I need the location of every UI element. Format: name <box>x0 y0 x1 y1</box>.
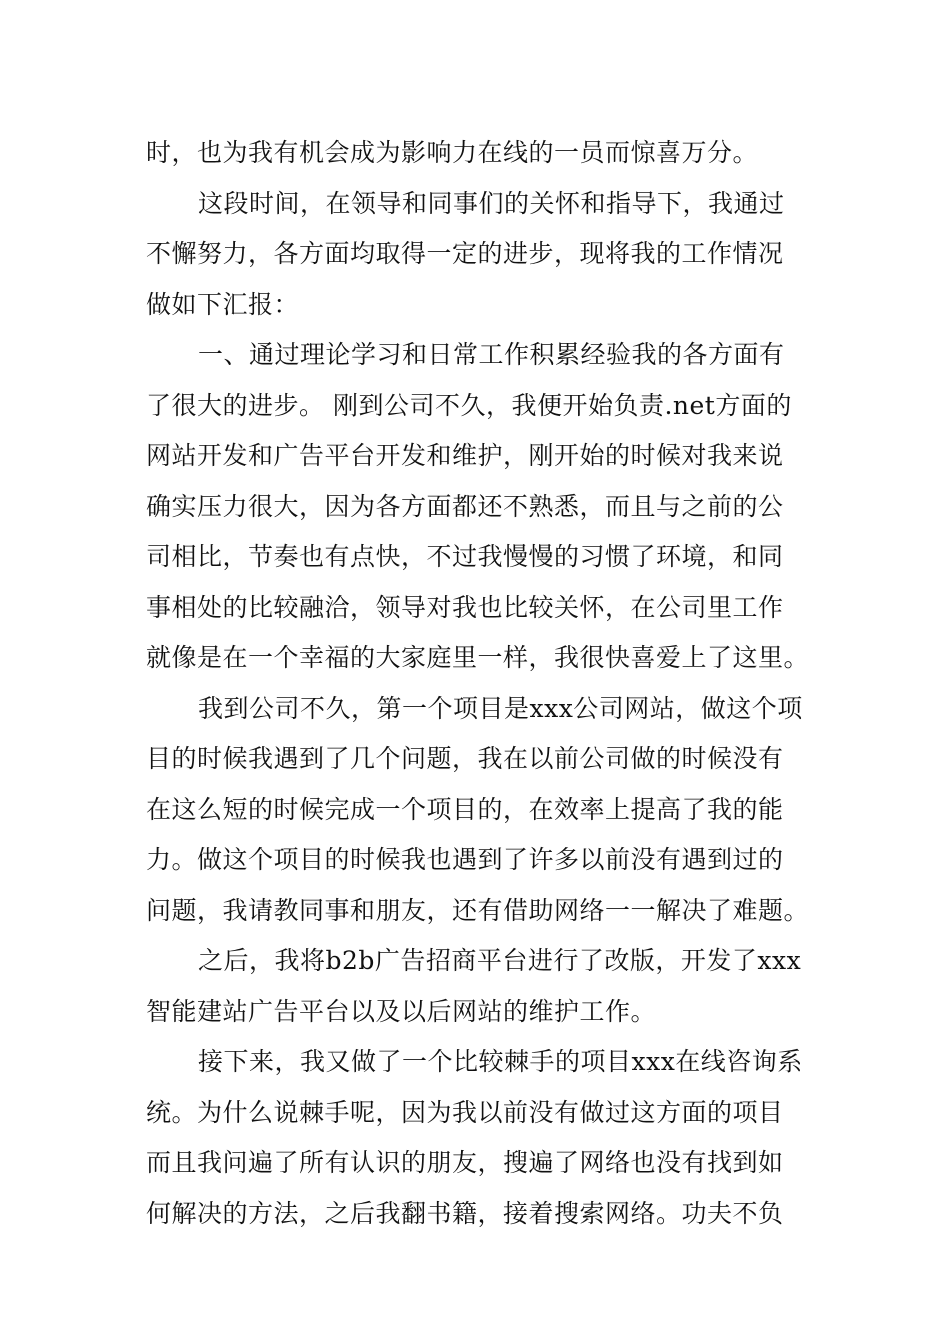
text-line: 确实压力很大，因为各方面都还不熟悉，而且与之前的公 <box>146 491 784 521</box>
text-line: 不懈努力，各方面均取得一定的进步，现将我的工作情况 <box>146 239 784 268</box>
text-line: 在这么短的时候完成一个项目的，在效率上提高了我的能 <box>146 794 784 824</box>
text-line: 而且我问遍了所有认识的朋友，搜遍了网络也没有找到如 <box>146 1148 784 1177</box>
text-line: 接下来，我又做了一个比较棘手的项目xxx在线咨询系 <box>198 1047 803 1076</box>
text-line: 这段时间，在领导和同事们的关怀和指导下，我通过 <box>198 188 785 218</box>
text-line: 问题，我请教同事和朋友，还有借助网络一一解决了难题。 <box>146 895 810 925</box>
text-line: 了很大的进步。 刚到公司不久，我便开始负责.net方面的 <box>146 390 792 420</box>
text-line: 事相处的比较融洽，领导对我也比较关怀，在公司里工作 <box>146 592 784 622</box>
text-line: 何解决的方法，之后我翻书籍，接着搜索网络。功夫不负 <box>146 1198 784 1228</box>
text-line: 就像是在一个幸福的大家庭里一样，我很快喜爱上了这里。 <box>146 643 810 672</box>
body-text <box>146 128 816 1239</box>
text-line: 统。为什么说棘手呢，因为我以前没有做过这方面的项目 <box>146 1097 784 1127</box>
text-line: 网站开发和广告平台开发和维护，刚开始的时候对我来说 <box>146 441 784 470</box>
text-line: 我到公司不久，第一个项目是xxx公司网站，做这个项 <box>198 693 803 723</box>
text-line: 智能建站广告平台以及以后网站的维护工作。 <box>146 996 657 1026</box>
text-line: 目的时候我遇到了几个问题，我在以前公司做的时候没有 <box>146 744 784 773</box>
text-line: 力。做这个项目的时候我也遇到了许多以前没有遇到过的 <box>146 845 784 874</box>
text-line: 司相比，节奏也有点快，不过我慢慢的习惯了环境，和同 <box>146 542 784 571</box>
text-line: 之后，我将b2b广告招商平台进行了改版，开发了xxx <box>198 946 802 975</box>
text-line: 做如下汇报： <box>146 289 300 319</box>
text-line: 一、通过理论学习和日常工作积累经验我的各方面有 <box>198 340 785 369</box>
text-line: 时，也为我有机会成为影响力在线的一员而惊喜万分。 <box>146 138 759 167</box>
